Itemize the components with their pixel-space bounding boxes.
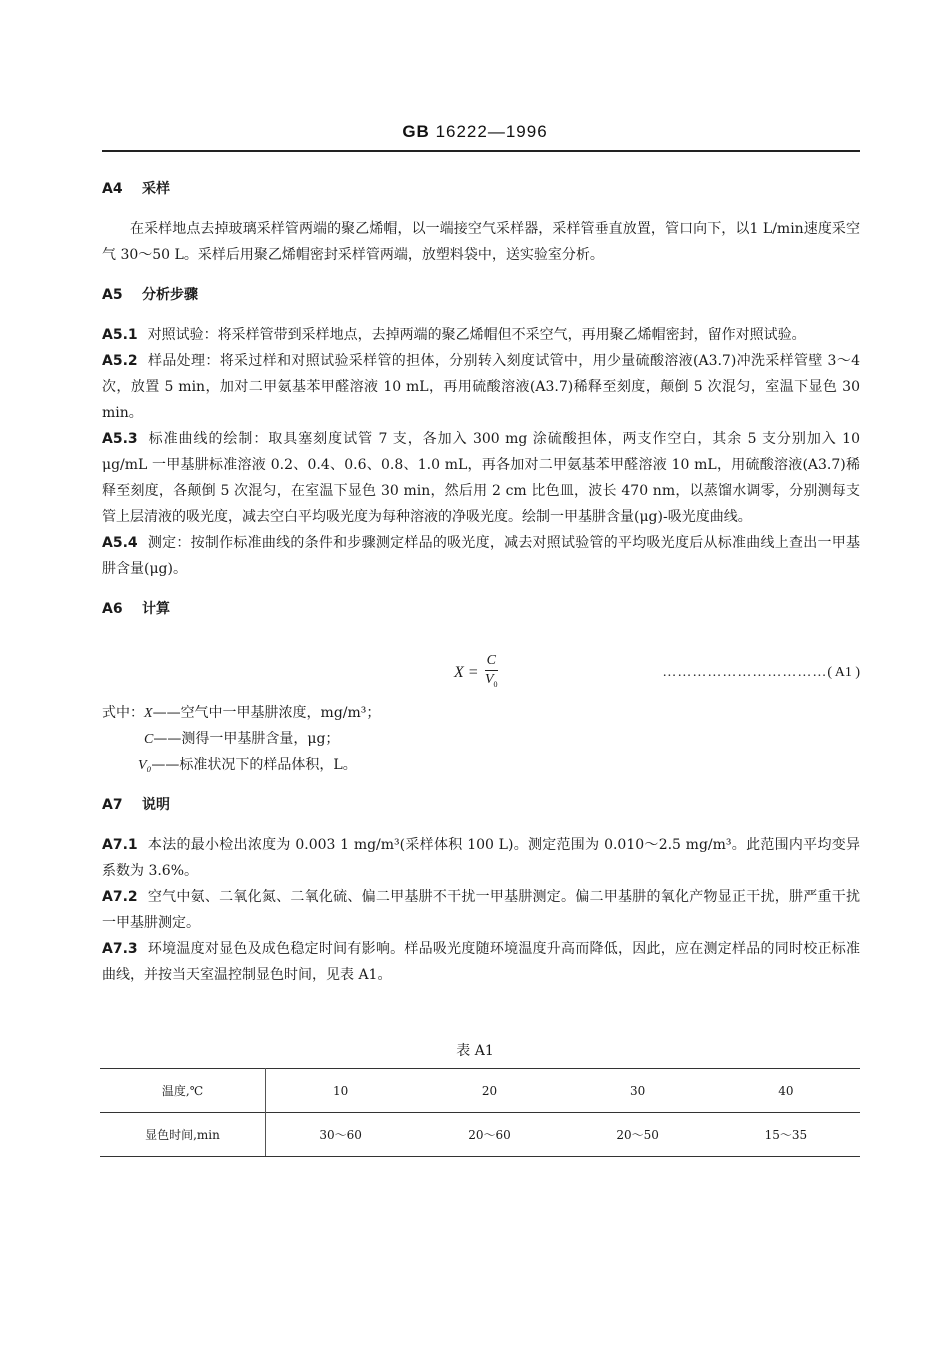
clause-text: 本法的最小检出浓度为 0.003 1 mg/m³(采样体积 100 L)。测定范围为 0.010～2.5 mg/m³。此范围内平均变异系数为 3.6%。: [102, 837, 860, 879]
where-row-v0: [102, 752, 860, 778]
clause-a7-1: [102, 832, 860, 884]
fraction: [485, 652, 498, 694]
table-cell: 20～60: [415, 1113, 563, 1157]
table-cell: 20: [415, 1069, 563, 1113]
clause-a5-4: [102, 530, 860, 582]
header-rule: [102, 150, 860, 152]
formula-expression: [454, 652, 498, 694]
variable-description: ——测得一甲基肼含量，μg；: [153, 731, 340, 747]
variable-symbol: C: [144, 732, 154, 747]
table-cell: 30～60: [266, 1113, 416, 1157]
clause-number: A5.2: [102, 353, 138, 369]
variable-symbol: X: [144, 706, 153, 721]
clause-text: 标准曲线的绘制：取具塞刻度试管 7 支，各加入 300 mg 涂硫酸担体，两支作空白，其余 5 支分别加入 10 μg/mL 一甲基肼标准溶液 0.2、0.4、0.6、0.8、1.0 mL，再各加对二甲氨基苯甲醛溶液 10 mL，用硫酸溶液(A3.7)稀释至刻度，各颠倒 5 次混匀，在室温下显色 30 min，然后用 2 cm 比色皿，波长 470 nm，以蒸馏水调零，分别测每支管上层清液的吸光度，减去空白平均吸光度为每种溶液的净吸光度。绘制一甲基肼含量(μg)-吸光度曲线。: [102, 431, 860, 525]
table-caption: 表 A1: [456, 1043, 494, 1059]
clause-text: 对照试验：将采样管带到采样地点，去掉两端的聚乙烯帽但不采空气，再用聚乙烯帽密封，留作对照试验。: [147, 327, 806, 343]
variable-symbol: V₀: [138, 758, 152, 773]
section-heading-a7: [102, 792, 860, 818]
variable-description: ——空气中一甲基肼浓度，mg/m³；: [152, 705, 381, 721]
section-heading-a6: [102, 596, 860, 622]
denominator-subscript: 0: [493, 679, 498, 689]
fraction-denominator: [485, 671, 498, 694]
clause-number: A5.3: [102, 431, 138, 447]
clause-a7-3: [102, 936, 860, 988]
clause-text: 环境温度对显色及成色稳定时间有影响。样品吸光度随环境温度升高而降低，因此，应在测定样品的同时校正标准曲线，并按当天室温控制显色时间，见表 A1。: [102, 941, 860, 983]
clause-number: A7.2: [102, 889, 138, 905]
where-row-x: [102, 700, 860, 726]
clause-a5-3: [102, 426, 860, 530]
leader-dots: ……………………………: [662, 665, 828, 680]
section-heading-a5: [102, 282, 860, 308]
section-number: A4: [102, 181, 123, 197]
section-number: A7: [102, 797, 123, 813]
variable-description: ——标准状况下的样品体积，L。: [151, 757, 357, 773]
denominator-symbol: V: [484, 672, 494, 687]
clause-a5-1: [102, 322, 860, 348]
equation-label: ( A1 ): [827, 665, 860, 680]
clause-text: 样品处理：将采过样和对照试验采样管的担体，分别转入刻度试管中，用少量硫酸溶液(A3.7)冲洗采样管壁 3～4 次，放置 5 min，加对二甲氨基苯甲醛溶液 10 mL，再用硫酸溶液(A3.7)稀释至刻度，颠倒 5 次混匀，室温下显色 30 min。: [102, 353, 860, 421]
clause-number: A5.4: [102, 535, 138, 551]
table-row-temperature: [100, 1069, 860, 1113]
document-body: [102, 176, 860, 988]
section-number: A5: [102, 287, 123, 303]
section-a4-body: 在采样地点去掉玻璃采样管两端的聚乙烯帽，以一端接空气采样器，采样管垂直放置，管口向下，以1 L/min速度采空气 30～50 L。采样后用聚乙烯帽密封采样管两端，放塑料袋中，送实验室分析。: [102, 221, 860, 263]
section-title: 说明: [142, 797, 170, 813]
table-cell: 20～50: [564, 1113, 712, 1157]
section-heading-a4: [102, 176, 860, 202]
fraction-numerator: C: [485, 652, 498, 671]
table-cell: 30: [564, 1069, 712, 1113]
table-cell: 15～35: [712, 1113, 860, 1157]
table-cell: 10: [266, 1069, 416, 1113]
row-header: 温度,℃: [100, 1069, 266, 1113]
clause-number: A5.1: [102, 327, 138, 343]
clause-a7-2: [102, 884, 860, 936]
clause-number: A7.3: [102, 941, 138, 957]
section-title: 分析步骤: [142, 287, 198, 303]
section-number: A6: [102, 601, 123, 617]
clause-number: A7.1: [102, 837, 138, 853]
table-a1: [100, 1068, 860, 1157]
formula-lhs: X =: [454, 663, 479, 681]
page-header: [0, 122, 950, 142]
equation-number: [662, 660, 860, 686]
row-header: 显色时间,min: [100, 1113, 266, 1157]
table-row-color-time: [100, 1113, 860, 1157]
section-title: 计算: [142, 601, 170, 617]
standard-prefix: GB: [402, 122, 430, 141]
clause-text: 测定：按制作标准曲线的条件和步骤测定样品的吸光度，减去对照试验管的平均吸光度后从标准曲线上查出一甲基肼含量(μg)。: [102, 535, 860, 577]
clause-a5-2: [102, 348, 860, 426]
standard-code: 16222—1996: [435, 122, 548, 141]
where-prefix: 式中：: [102, 705, 144, 721]
where-row-c: [102, 726, 860, 752]
clause-text: 空气中氨、二氧化氮、二氧化硫、偏二甲基肼不干扰一甲基肼测定。偏二甲基肼的氧化产物显正干扰，肼严重干扰一甲基肼测定。: [102, 889, 860, 931]
section-title: 采样: [142, 181, 170, 197]
formula-a1: [102, 644, 860, 700]
table-cell: 40: [712, 1069, 860, 1113]
